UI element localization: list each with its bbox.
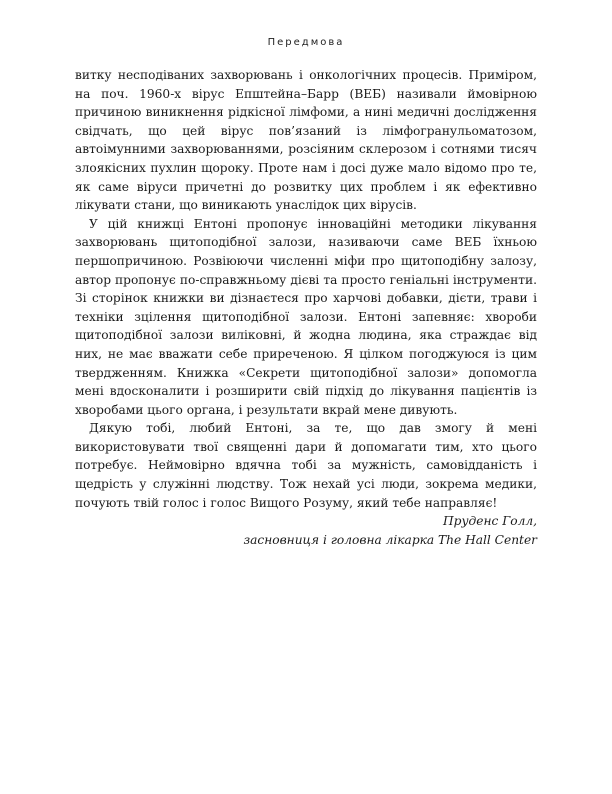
running-header: Передмова — [267, 37, 345, 48]
signature-name: Пруденс Голл, — [443, 514, 537, 529]
paragraph-gratitude: Дякую тобі, любий Ентоні, за те, що дав змогу й мені використовувати твої священні дари й допомагати тим, хто цього потребує. Неймовірно вдячна тобі за мужність, самовідданість і щедрість у служінні людству. Тож нехай усі люди, зокрема медики, почують твій голос і голос Вищого Розуму, який тебе направляє! — [75, 421, 537, 510]
signature-role: засновниця і головна лікарка The Hall Center — [243, 532, 537, 547]
paragraph-continued: витку несподіваних захворювань і онкологічних процесів. Приміром, на поч. 1960-х вірус Епштейна–Барр (ВЕБ) називали ймовірною причиною виникнення рідкісної лімфоми, а нині медичні дослідження свідчать, що цей вірус пов’язаний із лімфогранульоматозом, автоімунними захворюваннями, розсіяним склерозом і сотнями тисяч злоякісних пухлин щороку. Проте нам і досі дуже мало відомо про те, як саме віруси причетні до розвитку цих проблем і як ефективно лікувати стани, що виникають унаслідок цих вірусів. — [75, 68, 537, 213]
paragraph-book-description: У цій книжці Ентоні пропонує інноваційні методики лікування захворювань щитоподібної залози, називаючи саме ВЕБ їхньою першопричиною. Розвіюючи численні міфи про щитоподібну залозу, автор пропонує по-справжньому дієві та просто геніальні інструменти. Зі сторінок книжки ви дізнаєтеся про харчові добавки, дієти, трави і техніки зцілення щитоподібної залози. Ентоні запевняє: хвороби щитоподібної залози виліковні, й жодна людина, яка страждає від них, не має вважати себе приреченою. Я цілком погоджуюся із цим твердженням. Книжка «Секрети щитоподібної залози» допомогла мені вдосконалити і розширити свій підхід до лікування пацієнтів із хворобами цього органа, і результати вкрай мене дивують. — [75, 216, 537, 417]
body-text — [75, 66, 537, 549]
